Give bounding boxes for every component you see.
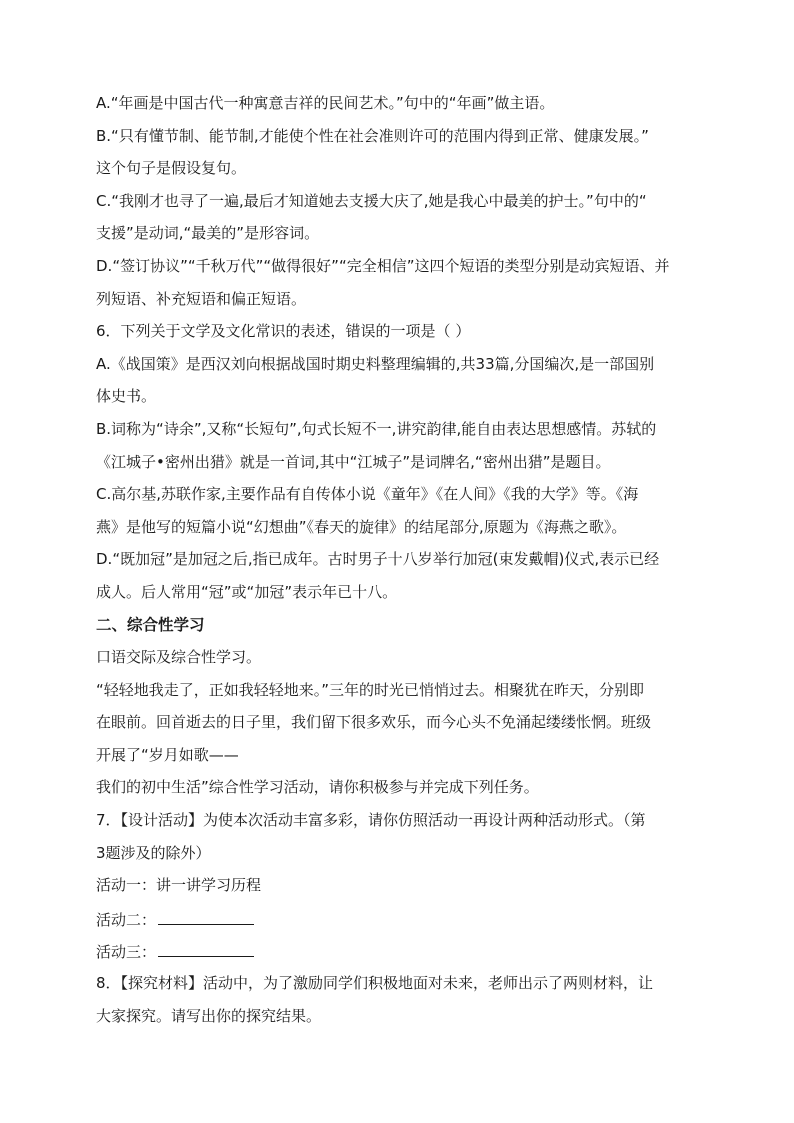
activity-2 <box>96 907 706 930</box>
question-6: 6．下列关于文学及文化常识的表述，错误的一项是（ ） <box>96 322 471 341</box>
option-6d-line1: D.“既加冠”是加冠之后,指已成年。古时男子十八岁举行加冠(束发戴帽)仪式,表示已经 <box>96 550 660 569</box>
question-7-line2: 3题涉及的除外） <box>96 843 211 862</box>
document-page <box>96 92 706 1037</box>
option-5c-line2: 支援”是动词,“最美的”是形容词。 <box>96 224 320 243</box>
option-6c-line2: 燕》是他写的短篇小说“幻想曲”《春天的旋律》的结尾部分,原题为《海燕之歌》。 <box>96 517 627 536</box>
passage-line3: 开展了“岁月如歌—— <box>96 745 239 764</box>
passage-line2: 在眼前。回首逝去的日子里，我们留下很多欢乐，而今心头不免涌起缕缕怅惘。班级 <box>96 713 652 732</box>
activity-3-blank[interactable] <box>158 939 254 957</box>
option-6b-line1: B.词称为“诗余”,又称“长短句”,句式长短不一,讲究韵律,能自由表达思想感情。苏轼的 <box>96 419 657 438</box>
activity-1: 活动一：讲一讲学习历程 <box>96 876 262 895</box>
option-6b-line2: 《江城子•密州出猎》就是一首词,其中“江城子”是词牌名,“密州出猎”是题目。 <box>96 452 611 471</box>
option-6a-line2: 体史书。 <box>96 387 157 406</box>
activity-2-label: 活动二： <box>96 910 157 929</box>
option-6c-line1: C.高尔基,苏联作家,主要作品有自传体小说《童年》《在人间》《我的大学》等。《海 <box>96 485 639 504</box>
option-5a: A.“年画是中国古代一种寓意吉祥的民间艺术。”句中的“年画”做主语。 <box>96 94 555 112</box>
option-6d-line2: 成人。后人常用“冠”或“加冠”表示年已十八。 <box>96 582 398 601</box>
section-heading: 二、综合性学习 <box>96 615 205 634</box>
activity-2-blank[interactable] <box>158 907 254 925</box>
question-8-line1: 8．【探究材料】活动中，为了激励同学们积极地面对未来，老师出示了两则材料，让 <box>96 974 654 993</box>
question-7-line1: 7．【设计活动】为使本次活动丰富多彩，请你仿照活动一再设计两种活动形式。（第 <box>96 811 646 830</box>
passage-line1: “轻轻地我走了，正如我轻轻地来。”三年的时光已悄悄过去。相聚犹在昨天，分别即 <box>96 680 645 699</box>
option-5c-line1: C.“我刚才也寻了一遍,最后才知道她去支援大庆了,她是我心中最美的护士。”句中的“ <box>96 191 647 210</box>
option-5d-line1: D.“签订协议”“千秋万代”“做得很好”“完全相信”这四个短语的类型分别是动宾短语、并 <box>96 256 670 275</box>
option-6a-line1: A.《战国策》是西汉刘向根据战国时期史料整理编辑的,共33篇,分国编次,是一部国别 <box>96 354 655 373</box>
passage-line4: 我们的初中生活”综合性学习活动，请你积极参与并完成下列任务。 <box>96 778 539 797</box>
activity-3 <box>96 939 706 962</box>
question-8-line2: 大家探究。请写出你的探究结果。 <box>96 1006 322 1025</box>
option-5b-line2: 这个句子是假设复句。 <box>96 159 247 178</box>
option-5b-line1: B.“只有懂节制、能节制,才能使个性在社会准则许可的范围内得到正常、健康发展。” <box>96 126 649 145</box>
activity-3-label: 活动三： <box>96 943 157 962</box>
option-5d-line2: 列短语、补充短语和偏正短语。 <box>96 289 307 308</box>
section-intro: 口语交际及综合性学习。 <box>96 648 262 667</box>
